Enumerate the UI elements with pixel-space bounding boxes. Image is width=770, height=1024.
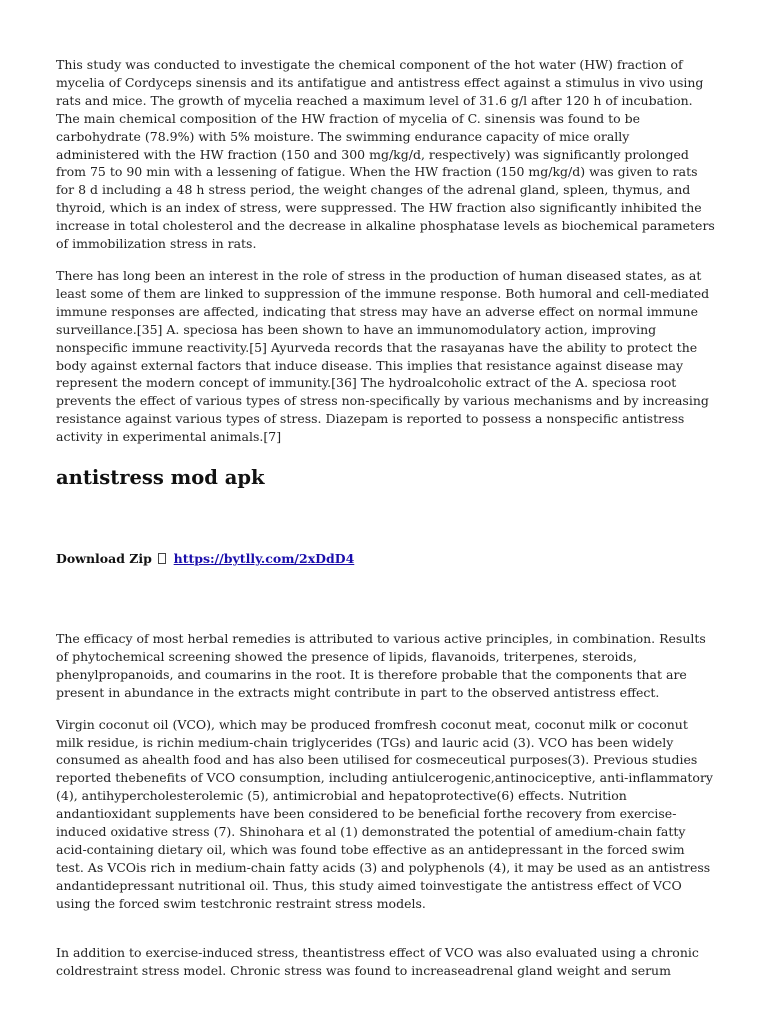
- document-page: [56, 56, 716, 993]
- blank-space: [56, 927, 716, 944]
- missing-glyph-icon: [158, 553, 166, 564]
- paragraph-stress-immunity: There has long been an interest in the role of stress in the production of human diseased states, as at least some of them are linked to suppression of the immune response. Both humoral and cell-mediated immune responses are affected, indicating that stress may have an adverse effect on normal immune surveillance.[35] A. speciosa has been shown to have an immunomodulatory action, improving nonspecific immune reactivity.[5] Ayurveda records that the rasayanas have the ability to protect the body against external factors that induce disease. This implies that resistance against disease may represent the modern concept of immunity.[36] The hydroalcoholic extract of the A. speciosa root prevents the effect of various types of stress non-specifically by various mechanisms and by increasing resistance against various types of stress. Diazepam is reported to possess a nonspecific antistress activity in experimental animals.[7]: [56, 267, 710, 445]
- paragraph-virgin-coconut-oil: Virgin coconut oil (VCO), which may be produced fromfresh coconut meat, coconut milk or coconut milk residue, is richin medium-chain triglycerides (TGs) and lauric acid (3). VCO has been widely consumed as ahealth food and has also been utilised for cosmeceutical purposes(3). Previous studies reported thebenefits of VCO consumption, including antiulcerogenic,antinociceptive, anti-inflammatory (4), antihypercholesterolemic (5), antimicrobial and hepatoprotective(6) effects. Nutrition andantioxidant supplements have been considered to be beneficial forthe recovery from exercise-induced oxidative stress (7). Shinohara et al (1) demonstrated the potential of amedium-chain fatty acid-containing dietary oil, which was found tobe effective as an antidepressant in the forced swim test. As VCOis rich in medium-chain fatty acids (3) and polyphenols (4), it may be used as an antistress andantidepressant nutritional oil. Thus, this study aimed toinvestigate the antistress effect of VCO using the forced swim testchronic restraint stress models.: [56, 716, 713, 911]
- paragraph-herbal-efficacy: The efficacy of most herbal remedies is attributed to various active principles, in combination. Results of phytochemical screening showed the presence of lipids, flavanoids, triterpenes, steroids, phenylpropanoids, and coumarins in the root. It is therefore probable that the components that are present in abundance in the extracts might contribute in part to the observed antistress effect.: [56, 631, 706, 700]
- paragraph-cold-restraint: In addition to exercise-induced stress, theantistress effect of VCO was also evaluated using a chronic coldrestraint stress model. Chronic stress was found to increaseadrenal gland weight and serum: [56, 944, 699, 978]
- download-link[interactable]: https://bytlly.com/2xDdD4: [173, 551, 355, 567]
- page-heading: antistress mod apk: [56, 466, 265, 490]
- blank-space: [56, 568, 716, 630]
- paragraph-cordyceps-study: This study was conducted to investigate the chemical component of the hot water (HW) fraction of mycelia of Cordyceps sinensis and its antifatigue and antistress effect against a stimulus in vivo using rats and mice. The growth of mycelia reached a maximum level of 31.6 g/l after 120 h of incubation. The main chemical composition of the HW fraction of mycelia of C. sinensis was found to be carbohydrate (78.9%) with 5% moisture. The swimming endurance capacity of mice orally administered with the HW fraction (150 and 300 mg/kg/d, respectively) was significantly prolonged from 75 to 90 min with a lessening of fatigue. When the HW fraction (150 mg/kg/d) was given to rats for 8 d including a 48 h stress period, the weight changes of the adrenal gland, spleen, thymus, and thyroid, which is an index of stress, were suppressed. The HW fraction also significantly inhibited the increase in total cholesterol and the decrease in alkaline phosphatase levels as biochemical parameters of immobilization stress in rats.: [56, 57, 715, 252]
- download-line: [56, 550, 716, 568]
- download-label: Download Zip: [56, 551, 152, 567]
